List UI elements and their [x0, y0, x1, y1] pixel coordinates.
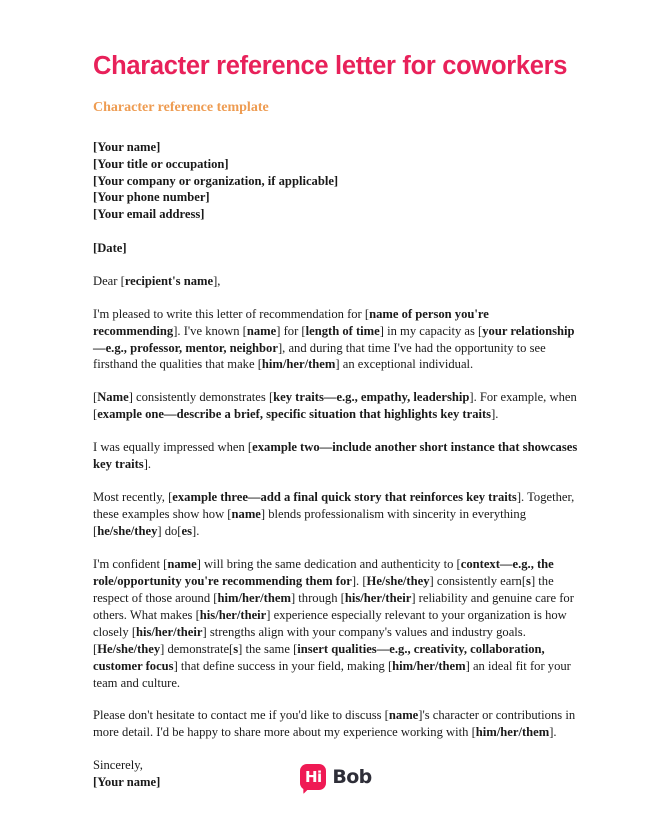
date-placeholder: [Date] [93, 240, 127, 255]
sender-title-line: [Your title or occupation] [93, 156, 229, 171]
sender-company-line: [Your company or organization, if applicable] [93, 173, 339, 188]
sign-off-line: Sincerely, [93, 758, 143, 773]
sender-address-block [93, 139, 578, 223]
sender-phone-line: [Your phone number] [93, 190, 210, 205]
document-subtitle: Character reference template [93, 100, 269, 116]
placeholder-field: He/she/they [97, 641, 161, 656]
placeholder-field: him/her/them [217, 590, 291, 605]
placeholder-field: name [246, 323, 277, 338]
text-run: Most recently, [ [93, 490, 173, 505]
placeholder-field: he/she/they [97, 524, 158, 539]
text-run: ] for [ [276, 323, 306, 338]
text-run: ]. [192, 524, 200, 539]
salutation-prefix: Dear [ [93, 273, 125, 288]
body-paragraph-5 [93, 556, 578, 692]
text-run: I was equally impressed when [ [93, 440, 253, 455]
body-paragraph-2 [93, 389, 578, 423]
logo-wordmark: Bob [332, 765, 372, 788]
text-run: ] consistently earn[ [429, 573, 527, 588]
footer-logo-area [0, 764, 672, 790]
salutation-suffix: ], [213, 273, 221, 288]
placeholder-field: name [388, 708, 419, 723]
salutation-recipient: recipient's name [124, 273, 214, 288]
text-run: ] reliability and genuine care for others. What makes [ [93, 590, 574, 622]
text-run: ]. [143, 457, 152, 472]
body-paragraph-1 [93, 306, 578, 374]
text-run: I'm pleased to write this letter of recommendation for [ [93, 306, 370, 321]
text-run: I'm confident [ [93, 556, 168, 571]
placeholder-field: him/her/them [392, 658, 466, 673]
placeholder-field: s [526, 573, 531, 588]
placeholder-field: example three—add a final quick story that reinforces key traits [172, 490, 517, 505]
placeholder-field: his/her/their [344, 590, 412, 605]
text-run: ] the same [ [238, 641, 298, 656]
placeholder-field: insert qualities—e.g., creativity, collaboration, customer focus [93, 641, 545, 673]
text-run: ] an exceptional individual. [335, 357, 474, 372]
placeholder-field: your relationship—e.g., professor, mentor, neighbor [93, 323, 575, 355]
placeholder-field: es [181, 524, 193, 539]
sender-email-line: [Your email address] [93, 207, 205, 222]
text-run: ]. For example, when [ [93, 390, 577, 422]
text-run: ] that define success in your field, making [ [173, 658, 393, 673]
placeholder-field: key traits—e.g., empathy, leadership [273, 390, 470, 405]
placeholder-field: He/she/they [366, 573, 430, 588]
text-run: ], and during that time I've had the opportunity to see firsthand the qualities that make [ [93, 340, 546, 372]
text-run: ] the respect of those around [ [93, 573, 554, 605]
date-line [93, 240, 578, 257]
placeholder-field: length of time [305, 323, 380, 338]
text-run: ]. [ [351, 573, 367, 588]
text-run: ] strengths align with your company's values and industry goals. [ [93, 624, 526, 656]
text-run: Please don't hesitate to contact me if you'd like to discuss [ [93, 708, 389, 723]
body-paragraph-3 [93, 439, 578, 473]
placeholder-field: name [167, 556, 197, 571]
text-run: ] in my capacity as [ [379, 323, 483, 338]
placeholder-field: him/her/them [261, 357, 336, 372]
text-run: ]. [491, 407, 499, 422]
text-run: ] blends professionalism with sincerity in everything [ [93, 507, 527, 539]
text-run: ] through [ [290, 590, 345, 605]
placeholder-field: Name [97, 390, 129, 405]
placeholder-field: s [233, 641, 239, 656]
text-run: ]. I've known [ [173, 323, 247, 338]
placeholder-field: his/her/their [199, 607, 267, 622]
sender-name-line: [Your name] [93, 140, 161, 155]
text-run: ] do[ [157, 524, 182, 539]
placeholder-field: context—e.g., the role/opportunity you're recommending them for [93, 556, 554, 588]
placeholder-field: him/her/them [475, 725, 550, 740]
text-run: ]'s character or contributions in more detail. I'd be happy to share more about my experience working with [ [93, 708, 576, 740]
text-run: ] will bring the same dedication and authenticity to [ [196, 556, 461, 571]
salutation-line [93, 273, 578, 290]
text-run: ] experience especially relevant to your organization is how closely [ [93, 607, 567, 639]
speech-bubble-icon [300, 764, 326, 790]
text-run: ]. Together, these examples show how [ [93, 490, 575, 522]
placeholder-field: name of person you're recommending [93, 306, 489, 338]
placeholder-field: his/her/their [136, 624, 203, 639]
text-run: ] consistently demonstrates [ [128, 390, 274, 405]
signature-line: [Your name] [93, 775, 161, 790]
page-title: Character reference letter for coworkers [93, 52, 568, 80]
text-run: ] demonstrate[ [160, 641, 234, 656]
text-run: [ [93, 390, 98, 405]
placeholder-field: example one—describe a brief, specific situation that highlights key traits [97, 407, 492, 422]
text-run: ] an ideal fit for your team and culture. [93, 658, 571, 690]
logo-mark-label: Hi [304, 767, 322, 786]
placeholder-field: name [231, 507, 261, 522]
placeholder-field: example two—include another short instance that showcases key traits [93, 440, 578, 472]
hibob-logo [300, 764, 371, 790]
body-paragraph-6 [93, 707, 578, 741]
body-paragraph-4 [93, 489, 578, 540]
text-run: ]. [549, 725, 557, 740]
